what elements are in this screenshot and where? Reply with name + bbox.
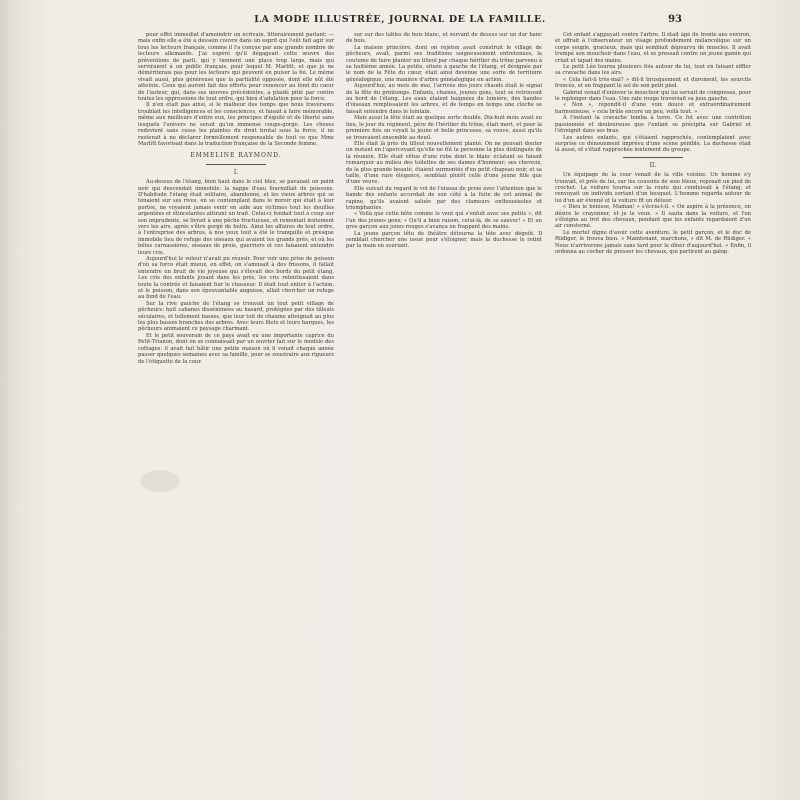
- section-number: I.: [233, 168, 239, 176]
- paragraph: La jeune garçon têtu de théâtre détourna la tête avec dégoût. Il semblait chercher une issue pour s'éloigner, mais la duchesse le retint par la main en souriant.: [346, 230, 542, 250]
- section-divider: [623, 157, 683, 158]
- page-header-title: LA MODE ILLUSTRÉE, JOURNAL DE LA FAMILLE.: [254, 14, 546, 25]
- paragraph: Sur la rive gauche de l'étang se trouvait un tout petit village de pêcheurs: huit cabanes disséminées au hasard, protégées par des tilleuls séculaires, et tellement basses, que leur toit de chaume atteignait au plus les plus basses branches des arbres. Avec leurs filets et leurs barques, les pêcheurs animaient ce paysage charmant.: [138, 300, 334, 333]
- paragraph: La maison princière, dont on rejeton avait construit le village de pêcheurs, avait, parmi ses traditions soigneusement entretenues, la coutume de faire planter un tilleul par chaque héritier du trône parvenu à sa huitième année. La petite, située à gauche de l'étang, et désignée par le nom de la Fête du cœur, était ainsi devenue une sorte de territoire généalogique, une manière d'arbre généalogique en action.: [346, 44, 542, 83]
- paragraph: Il n'en était pas ainsi, si le malheur des temps que nous traversons troublait les intelligences et les consciences, et faisait à faire mémorable, même aux meilleurs d'entre eux, les principes d'équité et de liberté sans lesquels l'univers ne serait qu'un immense coupe-gorge. Les choses redevient sans cesse les plaintes du droit brutal sous la force, il ne resterait à ne déclarer formellement responsable de tout ce que Mme Marlitt favorisait dans la traduction française de la Seconde femme.: [138, 102, 334, 147]
- page-binding-shadow: [0, 0, 18, 800]
- section-divider: [206, 164, 266, 165]
- paragraph: Aujourd'hui le voleur n'avait pu réussir. Pour voir une prise de poisson d'où sa force était mieux, en effet, on s'amusait à des frissons, il fallait entendre un bruit de vie joyeuse qui s'élevait des bords du petit étang. Les cris des enfants jouant dans les prés, les cris retentissaient dans toute la contrée et faisaient fuir le chasseur. Il était tout entier à l'action, et le poisson, dans son épouvantable angoisse, allait chercher un refuge au fond de l'eau.: [138, 256, 334, 301]
- paragraph: « Dieu le bénisse, Maman! » s'écria-t-il. « On aspire à la présence, on désire le crayonner, et je le veux. » Il sauta dans la voiture, et l'on s'éloigna au trot des chevaux, pendant que les enfants regardaient d'un air consterné.: [555, 204, 751, 230]
- paragraph: Et le petit souverain de ce pays avait eu une importante caprice du Petit-Trianon, dont on se connaissait par un ouvrier fait sur le modèle des cottages: il avait fait bâtir une petite maison où il venait chaque année passer quelques semaines avec sa famille, pour se soustraire aux rigueurs de l'étiquette de la cour.: [138, 332, 334, 365]
- paragraph: Mais aussi la fête était au quelque sorte double. Dix-huit mois avait eu lieu, le jour du régiment, père de l'héritier du trône, était mort, et pour la première fois on voyait la jeune et belle princesse, sa veuve, aussi qu'ils se trouvaient ensemble au deuil.: [346, 115, 542, 141]
- paragraph: À l'instant la cravache tomba à terre. Ce fut avec une contrition passionnée et douloureuse que l'enfant se précipita sur Gabriel et l'étreignit dans ses bras.: [555, 115, 751, 135]
- paragraph: Un équipage de la cour venait de la ville voisine. Un homme s'y trouvait, et près de lui, sur les coussins de soie bleue, reposait un pied de crochet. La voiture tourna sur la route qui conduisait à l'étang, et renvoyait un individu sortant d'un bosquet. L'homme regarda autour de lui d'un air étonné et la voiture fit un détour.: [555, 172, 751, 204]
- paragraph: sur sur des tables de bois blanc, et servant de dessus sur un dur banc de bois.: [346, 32, 542, 45]
- paragraph: Cet enfant s'appuyait contre l'arbre. Il était âgé de trente ans environ, et offrait à l'observateur un visage profondément mélancolique sur un corps souple, gracieux, mais qui semblait dépourvu de muscles. Il avait trempé son mouchoir dans l'eau, et se pressait contre un jeune gamin qui criait et tapait des mains.: [555, 32, 751, 64]
- paragraph: « Non », répondit-il d'une voix douce et extraordinairement harmonieuse, « cela brûle encore un peu, voilà tout. »: [555, 102, 751, 115]
- paragraph: Elle était là près du tilleul nouvellement planté. On ne pouvait douter un instant en l'apercevant qu'elle ne fût la personne la plus distinguée de la réunion. Elle était vêtue d'une robe dont le blanc éclatant se faisait remarquer au milieu des toilettes de ses dames d'honneur; ses cheveux, de la plus grande beauté, étaient surmontés d'un petit chapeau noir, et sa taille, d'une rare élégance, semblait plutôt celle d'une jeune fille que d'une veuve.: [346, 140, 542, 186]
- column-middle: [346, 32, 542, 788]
- column-left: [138, 32, 334, 788]
- author-signature: EMMELINE RAYMOND.: [190, 152, 282, 160]
- paragraph: pour effet immédiat d'amoindrir un écrivain, littérairement parlant; — mais enfin elle a été à dessein couvre dans un esprit qui l'eût fait agir sur tous les lecteurs français, comme il l'a conçue par une grande nombre de lecteurs allemands. J'ai espéré qu'il dégageait cette œuvre des préventions de parti, qui y tiennent une place trop large, mais qui serviraient à un public français, pour lequel M. Marlitt, et que je ne démériterais pas pour les lecteurs qui peuvent en puiser la foi. Le même vivait aussi, plus généreuse que la partialité opposée, dont elle eût été atteinte. Ceux qui auront fait des efforts pour renoncer au fond du cœur de l'auteur, qui, dans ses œuvres précédentes, a plaidé pitié par contre toutes les oppressions de tout ordre, qui bien d'adulation pour la force.: [138, 32, 334, 103]
- paragraph: Le mortel digne d'avoir cette aventure, le petit garçon, et le duc de Rüdiger, le trouva bien. « Maintenant, marchons, » dit M. de Rüdiger. « Nous n'arriverons jamais sans tard pour le dîner d'aujourd'hui. » Enfin, il ordonna au cocher de presser les chevaux, qui partirent au galop.: [555, 229, 751, 255]
- paragraph: Aujourd'hui, au mois de mai, l'arrivée des jours chauds était le signal de la fête du printemps. Enfants, chaises, jeunes gens, tout se retrouvait au bord de l'étang. Les eaux étaient baignées de lumière, des bandes d'oiseaux remplissaient les arbres, et de temps en temps une cloche se faisait entendre dans le lointain.: [346, 83, 542, 115]
- section-number: II.: [649, 161, 657, 169]
- paragraph: « Voilà que cette bête comme le vent qui s'enfuit avec ses petits », dit l'un des jeunes gens; « Qu'il a bien raison, celui-là, de se sauver! » Et un gros garçon aux joues rouges s'avança en frappant des mains.: [346, 211, 542, 231]
- page-number: 93: [668, 14, 682, 25]
- paragraph: Gabriel venait d'enlever le mouchoir qui lui servait de compresse, pour le replonger dans l'eau. Une rate rouge traversait sa joue gauche.: [555, 89, 751, 103]
- paragraph: « Cela fait-il très-mal? » dit-il brusquement et durement, les sourcils froncés, et en frappant le sol de son petit pied.: [555, 76, 751, 90]
- paragraph: Elle suivait du regard le vol de l'oiseau de proie avec l'attention que le bande des enfants accordait de son côté à la fuite de cet animal de rapine, qu'ils avaient saluée par des clameurs enthousiastes et triomphantes.: [346, 185, 542, 211]
- paragraph: Au-dessus de l'étang, bien haut dans le ciel bleu, se pavanait un point noir qui descendait immobile: la nappe d'eau fourmillait de poissons. D'habitude l'étang était solitaire, abandonné, et les vieux arbres qui se tenaient sur ses rives, en se contemplant dans le miroir qui était à leur portée, ne voyaient jamais venir en aide aux victimes tout les deuilles argentées et étincelantes attirant un trait. Celui-ci fondait tout à coup sur son imprudente, se livrait à une pêche fructueuse, et remontait lentement vers les airs, après s'être gorgé de butin. Ainsi les affaires de tout ordre, à l'entreprise des arbres, à nos yeux tout a été le tranquille et presque immobile lieu de refuge des oiseaux qui avaient les grands prés, et où les bêtes carnassières, oiseaux de proie, guerriers et ces faisaient entendre leurs cris.: [138, 179, 334, 256]
- column-right: [555, 32, 751, 788]
- paragraph: Les autres enfants, qui s'étaient rapprochés, contemplaient avec surprise ce dénouement imprévu d'une scène pénible. La duchesse était là aussi, et s'était rapprochée lentement du groupe.: [555, 134, 751, 154]
- paragraph: Le petit Léo tourna plusieurs fois autour de lui, tout en faisant siffler sa cravache dans les airs.: [555, 64, 751, 77]
